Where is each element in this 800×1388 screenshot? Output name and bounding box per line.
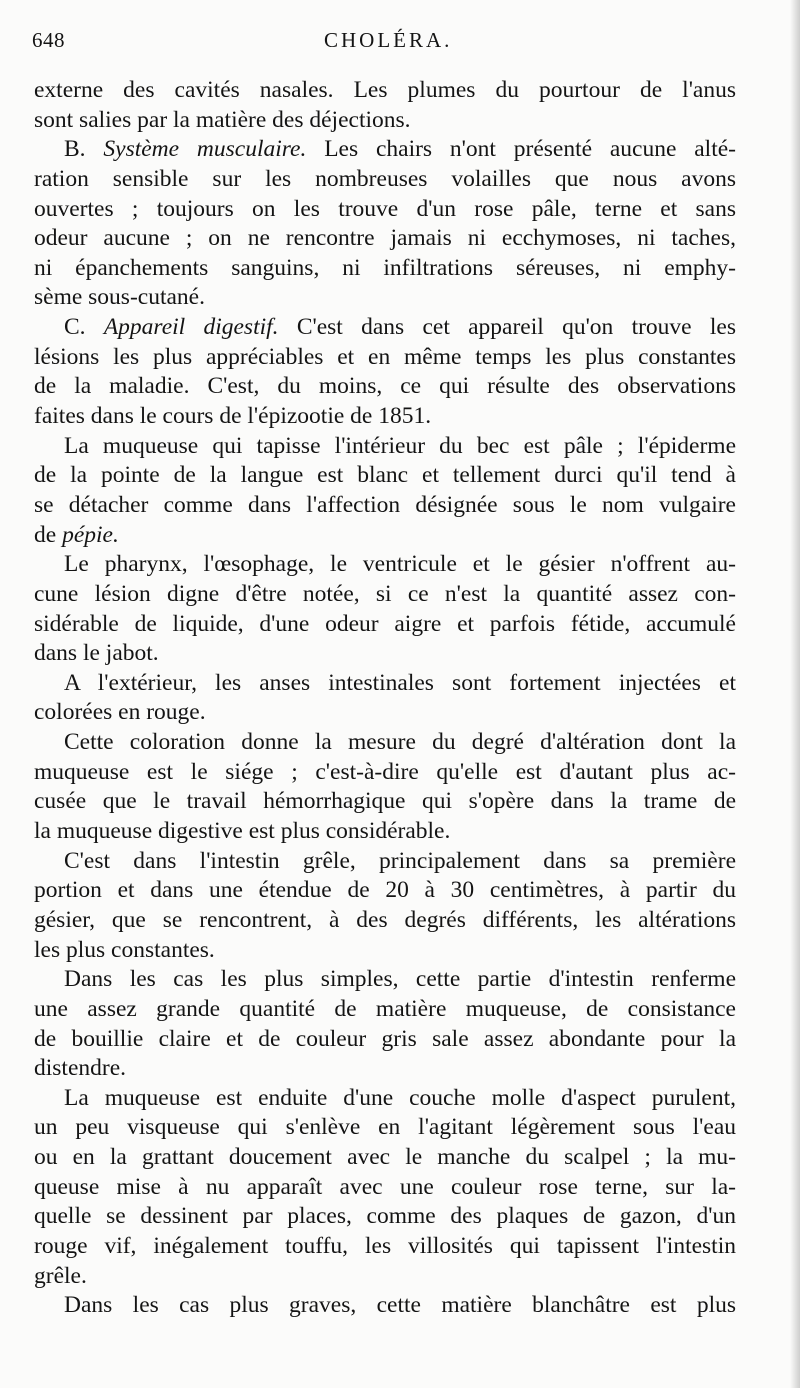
text-run: grêle. bbox=[34, 1262, 87, 1289]
text-line bbox=[34, 847, 736, 877]
text-run: queuse mise à nu apparaît avec une couleur rose terne, sur la- bbox=[34, 1173, 736, 1200]
text-line bbox=[34, 1202, 736, 1232]
text-line bbox=[34, 254, 736, 284]
text-run: lésions les plus appréciables et en même temps les plus constantes bbox=[34, 343, 736, 370]
text-line bbox=[34, 372, 736, 402]
text-run: Dans les cas les plus simples, cette partie d'intestin renferme bbox=[64, 966, 736, 993]
text-line bbox=[34, 817, 736, 847]
text-run: Le pharynx, l'œsophage, le ventricule et le gésier n'offrent au- bbox=[64, 551, 736, 578]
text-line bbox=[34, 1054, 736, 1084]
section-letter: C. bbox=[64, 314, 104, 341]
text-line bbox=[34, 758, 736, 788]
text-run: A l'extérieur, les anses intestinales sont fortement injectées et bbox=[64, 669, 736, 696]
text-run: de bouillie claire et de couleur gris sale assez abondante pour la bbox=[34, 1025, 736, 1052]
body-text bbox=[34, 76, 736, 1321]
text-line bbox=[34, 1291, 736, 1321]
italic-text: Système musculaire. bbox=[103, 136, 307, 163]
text-run: ou en la grattant doucement avec le manche du scalpel ; la mu- bbox=[34, 1144, 736, 1171]
text-line bbox=[34, 669, 736, 699]
text-run: ration sensible sur les nombreuses volailles que nous avons bbox=[34, 165, 736, 192]
text-line bbox=[34, 1143, 736, 1173]
text-run: faites dans le cours de l'épizootie de 1851. bbox=[34, 403, 432, 430]
text-run: colorées en rouge. bbox=[34, 699, 206, 726]
text-line bbox=[34, 1262, 736, 1292]
text-run: un peu visqueuse qui s'enlève en l'agitant légèrement sous l'eau bbox=[34, 1114, 736, 1141]
text-line bbox=[34, 1113, 736, 1143]
text-line bbox=[34, 1084, 736, 1114]
italic-text: Appareil digestif. bbox=[103, 314, 279, 341]
text-line bbox=[34, 491, 736, 521]
text-run: cune lésion digne d'être notée, si ce n'est la quantité assez con- bbox=[34, 580, 736, 607]
text-line bbox=[34, 906, 736, 936]
text-line bbox=[34, 313, 736, 343]
text-run: rouge vif, inégalement touffu, les villosités qui tapissent l'intestin bbox=[34, 1232, 736, 1259]
text-run: externe des cavités nasales. Les plumes du pourtour de l'anus bbox=[34, 77, 736, 103]
text-line bbox=[34, 1025, 736, 1055]
text-run: de bbox=[34, 521, 63, 548]
text-run: la muqueuse digestive est plus considérable. bbox=[34, 818, 451, 845]
text-run: se détacher comme dans l'affection désignée sous le nom vulgaire bbox=[34, 491, 736, 518]
text-line bbox=[34, 343, 736, 373]
text-run: dans le jabot. bbox=[34, 640, 159, 667]
text-run: une assez grande quantité de matière muqueuse, de consistance bbox=[34, 995, 736, 1022]
text-line bbox=[34, 580, 736, 610]
text-line bbox=[34, 936, 736, 966]
text-run: portion et dans une étendue de 20 à 30 centimètres, à partir du bbox=[34, 877, 736, 904]
text-line bbox=[34, 610, 736, 640]
text-run: distendre. bbox=[34, 1055, 127, 1082]
text-line bbox=[34, 224, 736, 254]
text-run: La muqueuse est enduite d'une couche molle d'aspect purulent, bbox=[64, 1084, 736, 1111]
text-line bbox=[34, 698, 736, 728]
text-run: sidérable de liquide, d'une odeur aigre et parfois fétide, accumulé bbox=[34, 610, 736, 637]
text-line bbox=[34, 521, 736, 551]
text-line bbox=[34, 76, 736, 106]
page-number: 648 bbox=[32, 28, 65, 52]
text-run: Les chairs n'ont présenté aucune alté- bbox=[306, 136, 736, 163]
page-edge-shadow bbox=[790, 0, 800, 1388]
text-line bbox=[34, 728, 736, 758]
text-run: muqueuse est le siége ; c'est-à-dire qu'elle est d'autant plus ac- bbox=[34, 758, 736, 785]
text-run: les plus constantes. bbox=[34, 936, 215, 963]
text-run: C'est dans cet appareil qu'on trouve les bbox=[278, 314, 736, 341]
text-line bbox=[34, 135, 736, 165]
text-run: ni épanchements sanguins, ni infiltrations séreuses, ni emphy- bbox=[34, 254, 736, 281]
text-line bbox=[34, 106, 736, 136]
text-line bbox=[34, 995, 736, 1025]
text-run: gésier, que se rencontrent, à des degrés différents, les altérations bbox=[34, 906, 736, 933]
text-line bbox=[34, 165, 736, 195]
text-run: La muqueuse qui tapisse l'intérieur du bec est pâle ; l'épiderme bbox=[64, 432, 736, 459]
text-line bbox=[34, 283, 736, 313]
text-run: quelle se dessinent par places, comme des plaques de gazon, d'un bbox=[34, 1203, 736, 1230]
text-line bbox=[34, 461, 736, 491]
text-run: cusée que le travail hémorrhagique qui s'opère dans la trame de bbox=[34, 788, 736, 815]
text-line bbox=[34, 965, 736, 995]
text-line bbox=[34, 1232, 736, 1262]
text-line bbox=[34, 195, 736, 225]
text-run: ouvertes ; toujours on les trouve d'un rose pâle, terne et sans bbox=[34, 195, 736, 222]
text-run: C'est dans l'intestin grêle, principalement dans sa première bbox=[64, 847, 736, 874]
text-line bbox=[34, 550, 736, 580]
running-title: CHOLÉRA. bbox=[324, 28, 453, 52]
text-run: de la pointe de la langue est blanc et tellement durci qu'il tend à bbox=[34, 462, 736, 489]
text-line bbox=[34, 432, 736, 462]
running-head bbox=[32, 28, 752, 58]
section-letter: B. bbox=[64, 136, 104, 163]
text-run: de la maladie. C'est, du moins, ce qui résulte des observations bbox=[34, 373, 736, 400]
text-run: Cette coloration donne la mesure du degré d'altération dont la bbox=[64, 729, 736, 756]
text-line bbox=[34, 1173, 736, 1203]
text-run: odeur aucune ; on ne rencontre jamais ni ecchymoses, ni taches, bbox=[34, 225, 736, 252]
text-run: sème sous-cutané. bbox=[34, 284, 205, 311]
text-run: Dans les cas plus graves, cette matière blanchâtre est plus bbox=[64, 1292, 736, 1319]
text-run: sont salies par la matière des déjections. bbox=[34, 106, 411, 133]
text-line bbox=[34, 639, 736, 669]
text-line bbox=[34, 787, 736, 817]
italic-text: pépie. bbox=[62, 521, 119, 548]
text-line bbox=[34, 402, 736, 432]
text-line bbox=[34, 876, 736, 906]
